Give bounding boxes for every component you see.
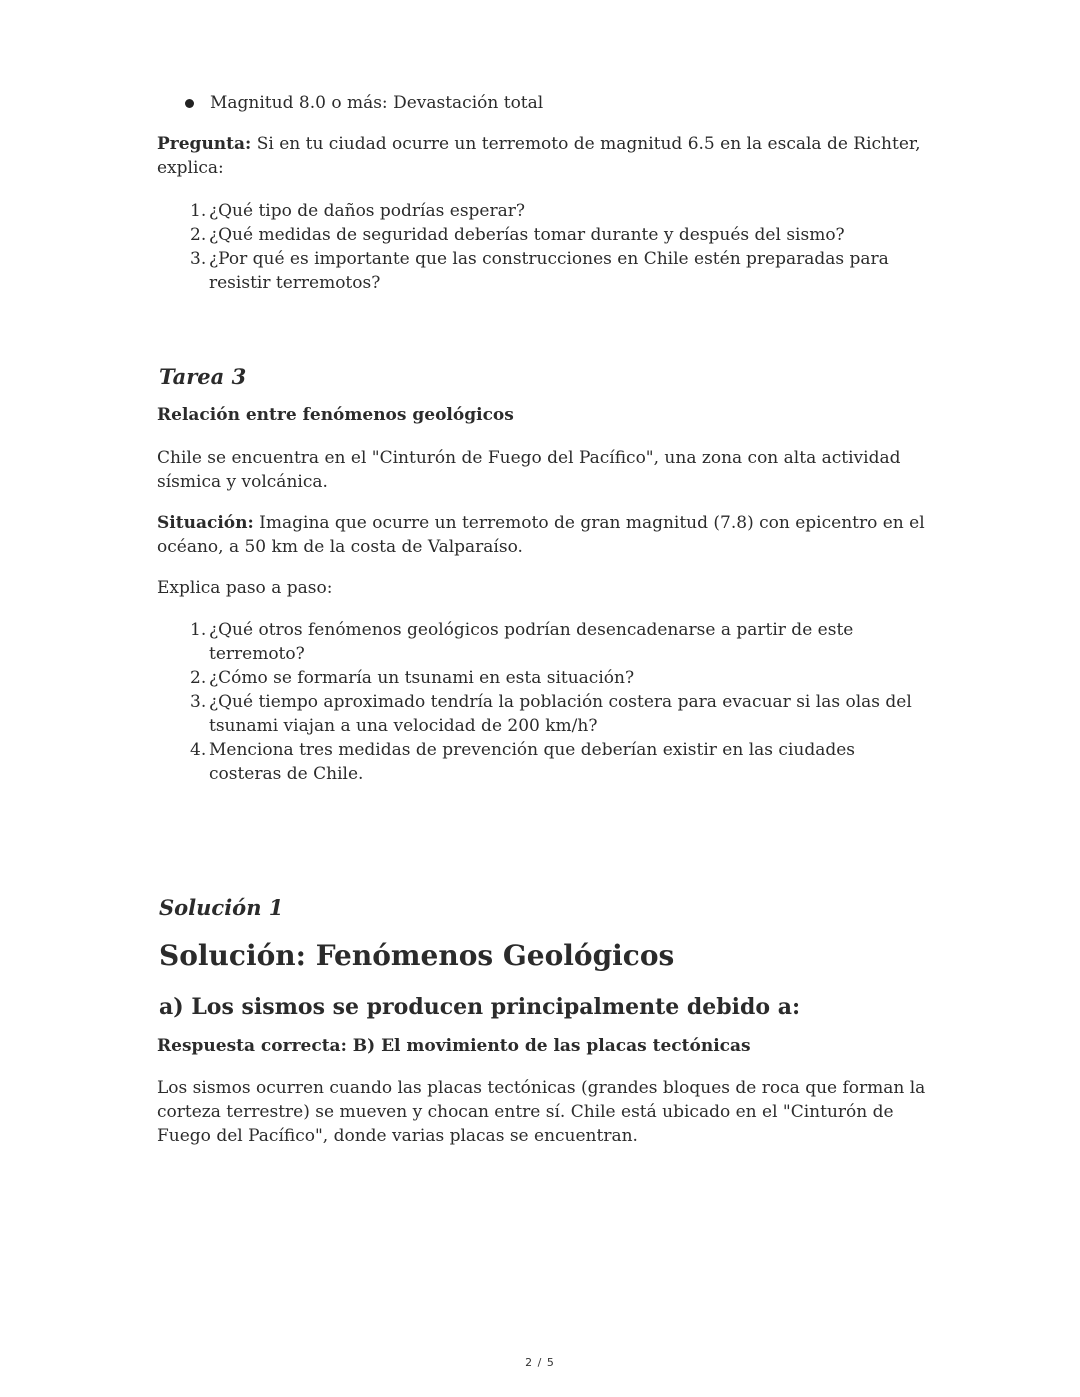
bullet-dot-icon xyxy=(185,99,194,108)
solucion-heading: Solución: Fenómenos Geológicos xyxy=(159,939,675,972)
list-item: 1. ¿Qué otros fenómenos geológicos podrían desencadenarse a partir de este terremoto? xyxy=(190,620,854,664)
situacion-paragraph xyxy=(157,511,927,559)
tarea3-intro: Chile se encuentra en el "Cinturón de Fuego del Pacífico", una zona con alta actividad sísmica y volcánica. xyxy=(157,448,901,492)
respuesta-correcta: Respuesta correcta: B) El movimiento de las placas tectónicas xyxy=(157,1036,751,1056)
tarea3-title: Tarea 3 xyxy=(159,364,247,389)
tarea3-subtitle: Relación entre fenómenos geológicos xyxy=(157,405,514,425)
list-item: 2. ¿Qué medidas de seguridad deberías tomar durante y después del sismo? xyxy=(190,225,845,245)
explica-text: Explica paso a paso: xyxy=(157,578,333,598)
pregunta-paragraph xyxy=(157,132,927,180)
situacion-label: Situación: xyxy=(157,513,254,533)
situacion-text: Imagina que ocurre un terremoto de gran magnitud (7.8) con epicentro en el océano, a 50 km de la costa de Valparaíso. xyxy=(157,513,925,557)
list-item: 2. ¿Cómo se formaría un tsunami en esta situación? xyxy=(190,668,635,688)
pregunta-text: Si en tu ciudad ocurre un terremoto de magnitud 6.5 en la escala de Richter, explica: xyxy=(157,134,921,178)
pregunta-list xyxy=(190,199,930,295)
list-item: 4. Menciona tres medidas de prevención que deberían existir en las ciudades costeras de Chile. xyxy=(190,740,856,784)
list-item: 3. ¿Qué tiempo aproximado tendría la población costera para evacuar si las olas del tsunami viajan a una velocidad de 200 km/h? xyxy=(190,692,912,736)
tarea3-list xyxy=(190,618,930,786)
solucion1-title: Solución 1 xyxy=(159,895,284,920)
solucion-explanation: Los sismos ocurren cuando las placas tectónicas (grandes bloques de roca que forman la corteza terrestre) se mueven y chocan entre sí. Chile está ubicado en el "Cinturón de Fuego del Pacífico", donde varias placas se encuentran. xyxy=(157,1078,926,1146)
pregunta-label: Pregunta: xyxy=(157,134,252,154)
list-item: 1. ¿Qué tipo de daños podrías esperar? xyxy=(190,201,525,221)
solucion-subheading: a) Los sismos se producen principalmente debido a: xyxy=(159,994,801,1020)
bullet-text: Magnitud 8.0 o más: Devastación total xyxy=(210,93,544,113)
page-number: 2 / 5 xyxy=(525,1356,555,1369)
list-item: 3. ¿Por qué es importante que las construcciones en Chile estén preparadas para resistir terremotos? xyxy=(190,249,889,293)
